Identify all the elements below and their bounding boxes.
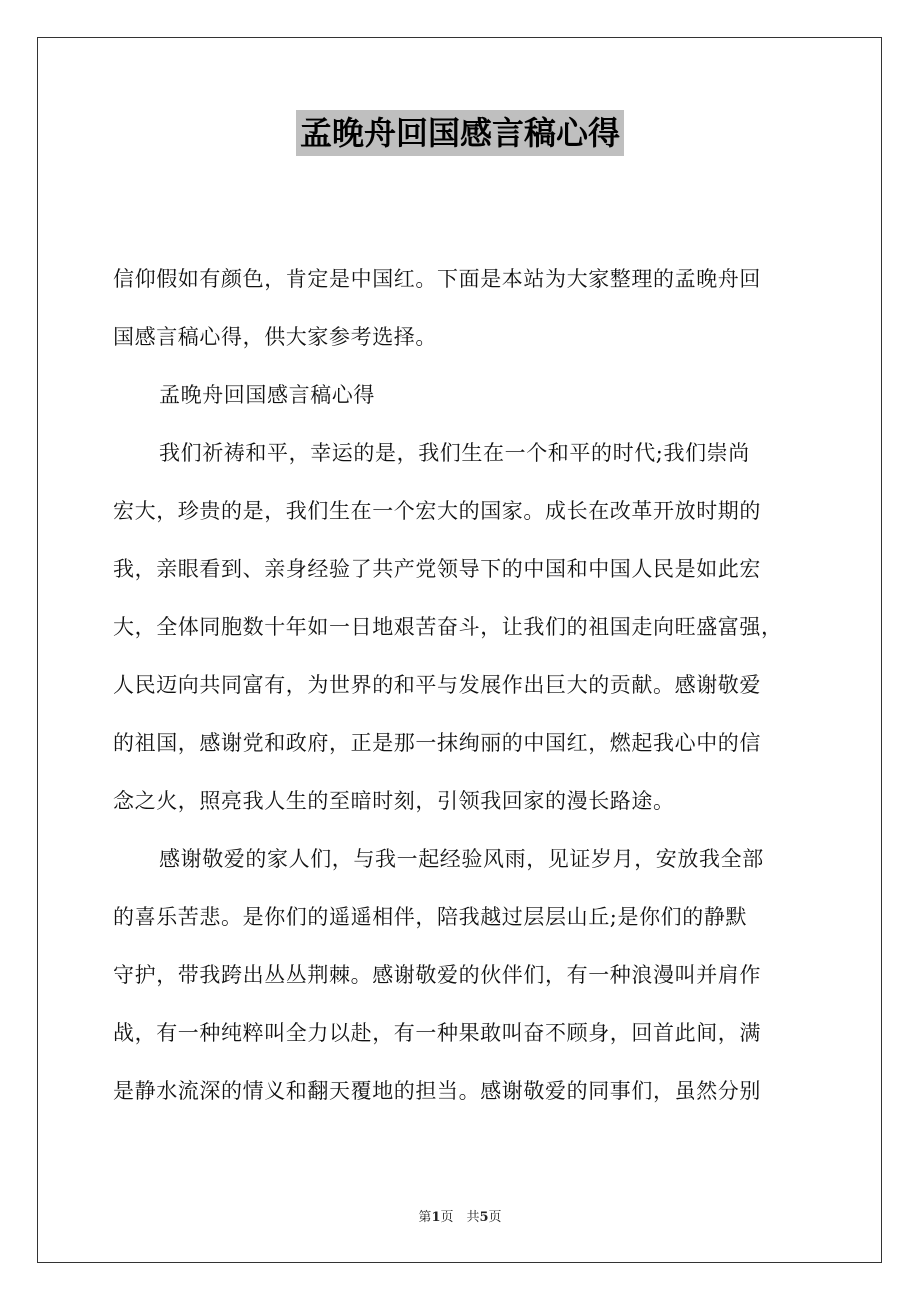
footer-prefix: 第 [418, 1210, 432, 1225]
body-line: 大，全体同胞数十年如一日地艰苦奋斗，让我们的祖国走向旺盛富强， [113, 615, 783, 639]
body-line: 守护，带我跨出丛丛荆棘。感谢敬爱的伙伴们，有一种浪漫叫并肩作 [113, 963, 761, 987]
body-line: 国感言稿心得，供大家参考选择。 [113, 325, 437, 349]
body-line: 信仰假如有颜色，肯定是中国红。下面是本站为大家整理的孟晚舟回 [113, 267, 761, 291]
footer-suffix: 页 [488, 1210, 502, 1225]
body-line: 是静水流深的情义和翻天覆地的担当。感谢敬爱的同事们，虽然分别 [113, 1079, 761, 1103]
body-line: 人民迈向共同富有，为世界的和平与发展作出巨大的贡献。感谢敬爱 [113, 673, 761, 697]
total-page-number: 5 [479, 1210, 489, 1225]
body-line: 我，亲眼看到、亲身经验了共产党领导下的中国和中国人民是如此宏 [113, 557, 761, 581]
document-body [113, 250, 819, 1120]
body-line: 念之火，照亮我人生的至暗时刻，引领我回家的漫长路途。 [113, 789, 675, 813]
body-line: 战，有一种纯粹叫全力以赴，有一种果敢叫奋不顾身，回首此间，满 [113, 1021, 761, 1045]
page-footer [0, 1206, 920, 1225]
section-heading: 孟晚舟回国感言稿心得 [159, 383, 375, 407]
body-line: 的喜乐苦悲。是你们的遥遥相伴，陪我越过层层山丘;是你们的静默 [113, 905, 748, 929]
document-title: 孟晚舟回国感言稿心得 [296, 110, 624, 156]
body-line: 我们祈祷和平，幸运的是，我们生在一个和平的时代;我们崇尚 [159, 441, 750, 465]
body-line: 宏大，珍贵的是，我们生在一个宏大的国家。成长在改革开放时期的 [113, 499, 761, 523]
body-line: 感谢敬爱的家人们，与我一起经验风雨，见证岁月，安放我全部 [159, 847, 764, 871]
current-page-number: 1 [431, 1210, 441, 1225]
title-container [0, 110, 920, 156]
body-line: 的祖国，感谢党和政府，正是那一抹绚丽的中国红，燃起我心中的信 [113, 731, 761, 755]
footer-mid: 页 共 [440, 1210, 480, 1225]
